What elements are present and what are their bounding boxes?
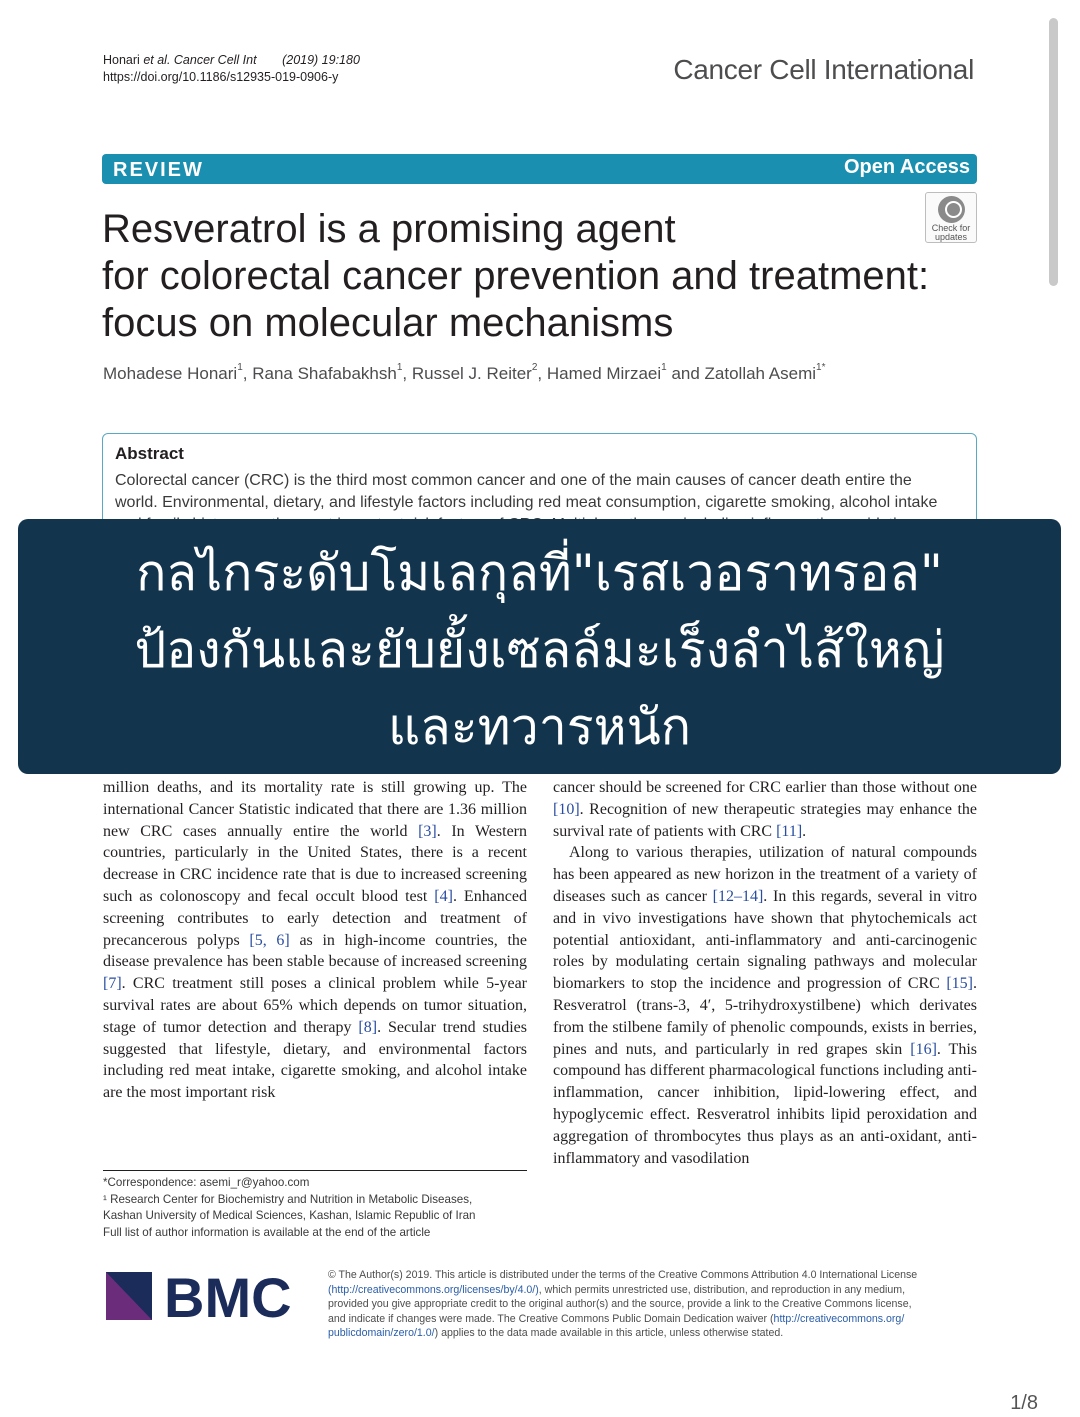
citation-link[interactable]: [15] — [946, 975, 973, 993]
body-text: . This compound has different pharmacological functions including anti-inflammation, cancer inhibition, lipid-lowering effect, and hypoglycemic effect. Resveratrol inhibits lipid peroxidation and aggregation of thrombocytes thus plays as an anti-oxidant, anti-inflammatory and vasodilation — [553, 1040, 977, 1167]
bmc-logo — [106, 1270, 302, 1322]
abstract-text: Colorectal cancer (CRC) is the third most common cancer and one of the main causes of cancer death entire the — [115, 472, 912, 489]
overlay-line: กลไกระดับโมเลกุลที่"เรสเวอราทรอล" — [136, 544, 943, 602]
author-name: Russel J. Reiter — [411, 364, 532, 383]
author-affiliation: 1* — [816, 362, 826, 373]
license-text: provided you give appropriate credit to the original author(s) and the source, provide a link to the Creative Commons license, — [328, 1298, 912, 1311]
citation-volume: (2019) 19:180 — [282, 53, 360, 67]
abstract-text: world. Environmental, dietary, and lifestyle factors including red meat consumption, cigarette smoking, alcohol intake — [115, 494, 938, 511]
author-name: Rana Shafabakhsh — [252, 364, 397, 383]
citation-journal: Cancer Cell Int — [173, 53, 257, 67]
body-text: . Secular trend studies suggested that lifestyle, dietary, and environmental factors including red meat intake, cigarette smoking, and alcohol intake are the most important risk — [103, 1018, 528, 1102]
body-text: . Recognition of new therapeutic strategies may enhance the survival rate of patients with CRC — [553, 800, 977, 840]
author-info-note: Full list of author information is available at the end of the article — [103, 1225, 431, 1239]
author-affiliation: 2 — [531, 362, 538, 373]
citation-link[interactable]: [7] — [103, 975, 122, 993]
author-affiliation: 1 — [396, 362, 403, 373]
scrollbar[interactable] — [1049, 18, 1058, 286]
body-text: . In Western countries, particularly in the United States, there is a recent decrease in CRC incidence rate that is due to increased screening such as colonoscopy and fecal occult blood test — [103, 822, 527, 905]
license-line — [328, 1326, 978, 1341]
body-text: . Enhanced screening contributes to early detection and treatment of precancerous polyps — [103, 887, 528, 949]
license-line — [328, 1297, 978, 1312]
title-line: for colorectal cancer prevention and treatment: — [102, 254, 930, 298]
body-text: . — [802, 822, 807, 840]
article-type-label: REVIEW — [113, 159, 204, 181]
license-line — [328, 1283, 978, 1298]
article-title — [102, 206, 972, 347]
overlay-caption — [18, 535, 1061, 766]
doi-link[interactable]: https://doi.org/10.1186/s12935-019-0906-y — [103, 70, 339, 84]
overlay-line: ป้องกันและยับยั้งเซลล์มะเร็งลำไส้ใหญ่ — [134, 621, 945, 679]
body-text: . CRC treatment still poses a clinical problem while 5-year survival rates are about 65% which depends on tumor situation, stage of tumor detection and therapy — [103, 975, 527, 1036]
open-access-label: Open Access — [844, 156, 970, 178]
overlay-line: และทวารหนัก — [387, 698, 692, 756]
body-column-left — [103, 777, 527, 1104]
author-affiliation: 1 — [661, 362, 667, 373]
thai-caption-overlay — [18, 519, 1061, 774]
license-line — [328, 1312, 978, 1327]
scrollbar-thumb[interactable] — [1049, 18, 1058, 286]
body-text: as in high-income countries, the disease prevalence has been stable because of increased screening — [103, 931, 527, 971]
article-type-banner — [102, 154, 977, 184]
affiliation-note: ¹ Research Center for Biochemistry and Nutrition in Metabolic Diseases, — [103, 1192, 473, 1206]
citation-link[interactable]: [4] — [434, 887, 453, 905]
citation-link[interactable]: [3] — [418, 822, 437, 840]
check-for-updates-text: Check for updates — [931, 223, 971, 242]
license-text: , which permits unrestricted use, distribution, and reproduction in any medium, — [538, 1283, 906, 1296]
license-text: and indicate if changes were made. The Creative Commons Public Domain Dedication waiver ( — [328, 1312, 774, 1325]
body-column-right — [553, 777, 977, 1169]
license-text: © The Author(s) 2019. This article is distributed under the terms of the Creative Commons Attribution 4.0 International License — [328, 1269, 918, 1281]
body-paragraph — [103, 777, 527, 1104]
citation-authors: Honari — [103, 53, 140, 67]
body-paragraph — [553, 777, 977, 842]
page-indicator: 1/8 — [1010, 1392, 1038, 1414]
license-text: ) applies to the data made available in this article, unless otherwise stated. — [434, 1327, 784, 1340]
citation-link[interactable]: [5, 6] — [249, 931, 290, 949]
body-text: . Resveratrol (trans-3, 4′, 5-trihydroxystilbene) which derivates from the stilbene family of phenolic compounds, exists in berries, pines and nuts, and particularly in red grapes skin — [553, 975, 977, 1058]
citation-link[interactable]: [8] — [358, 1018, 378, 1036]
license-line — [328, 1268, 978, 1283]
license-link[interactable]: publicdomain/zero/1.0/ — [328, 1327, 435, 1340]
citation-header — [103, 52, 360, 86]
footnotes — [103, 1175, 527, 1241]
title-line: focus on molecular mechanisms — [102, 301, 674, 345]
citation-line — [103, 52, 360, 69]
author-name: Mohadese Honari — [103, 364, 238, 383]
license-statement — [328, 1268, 978, 1341]
citation-link[interactable]: [12–14] — [712, 887, 764, 905]
body-text: million deaths, and its mortality rate is still growing up. The international Cancer Statistic indicated that there are 1.36 million new CRC cases annually entire the world — [103, 779, 527, 840]
author-name: Hamed Mirzaei — [546, 364, 662, 383]
citation-etal: et al. — [143, 53, 171, 67]
abstract-heading: Abstract — [115, 444, 184, 463]
bmc-logo-text: BMC — [164, 1270, 292, 1322]
affiliation-note: Kashan University of Medical Sciences, Kashan, Islamic Republic of Iran — [103, 1209, 476, 1222]
author-name: Zatollah Asemi — [704, 364, 817, 383]
citation-link[interactable]: [11] — [776, 822, 803, 840]
title-line: Resveratrol is a promising agent — [102, 207, 676, 251]
footnote-divider — [103, 1170, 527, 1171]
body-text: Along to various therapies, utilization of natural compounds has been appeared as new horizon in the treatment of a variety of diseases such as cancer — [553, 844, 977, 905]
journal-name: Cancer Cell International — [673, 54, 974, 85]
license-link[interactable]: http://creativecommons.org/ — [773, 1312, 905, 1325]
citation-link[interactable]: [10] — [553, 800, 580, 818]
body-text: . In this regards, several in vitro and in vivo investigations have shown that phytochemicals act potential antioxidant, anti-inflammatory and anti-carcinogenic roles by modulating certain signaling pathways and molecular biomarkers to stop the incidence and progression of CRC — [553, 887, 978, 993]
correspondence-note: *Correspondence: asemi_r@yahoo.com — [103, 1176, 310, 1189]
body-paragraph — [553, 842, 977, 1169]
author-affiliation: 1 — [237, 362, 243, 373]
author-list: Mohadese Honari$^1$, Rana Shafabakhsh$^1$, Russel J. Reiter$^2$, Hamed Mirzaei$^1$ and Zatollah Asemi$^{1*}$ — [103, 362, 826, 383]
body-text: cancer should be screened for CRC earlier than those without one — [553, 779, 977, 796]
citation-link[interactable]: [16] — [910, 1040, 937, 1058]
license-link[interactable]: (http://creativecommons.org/licenses/by/4.0/) — [328, 1283, 539, 1296]
